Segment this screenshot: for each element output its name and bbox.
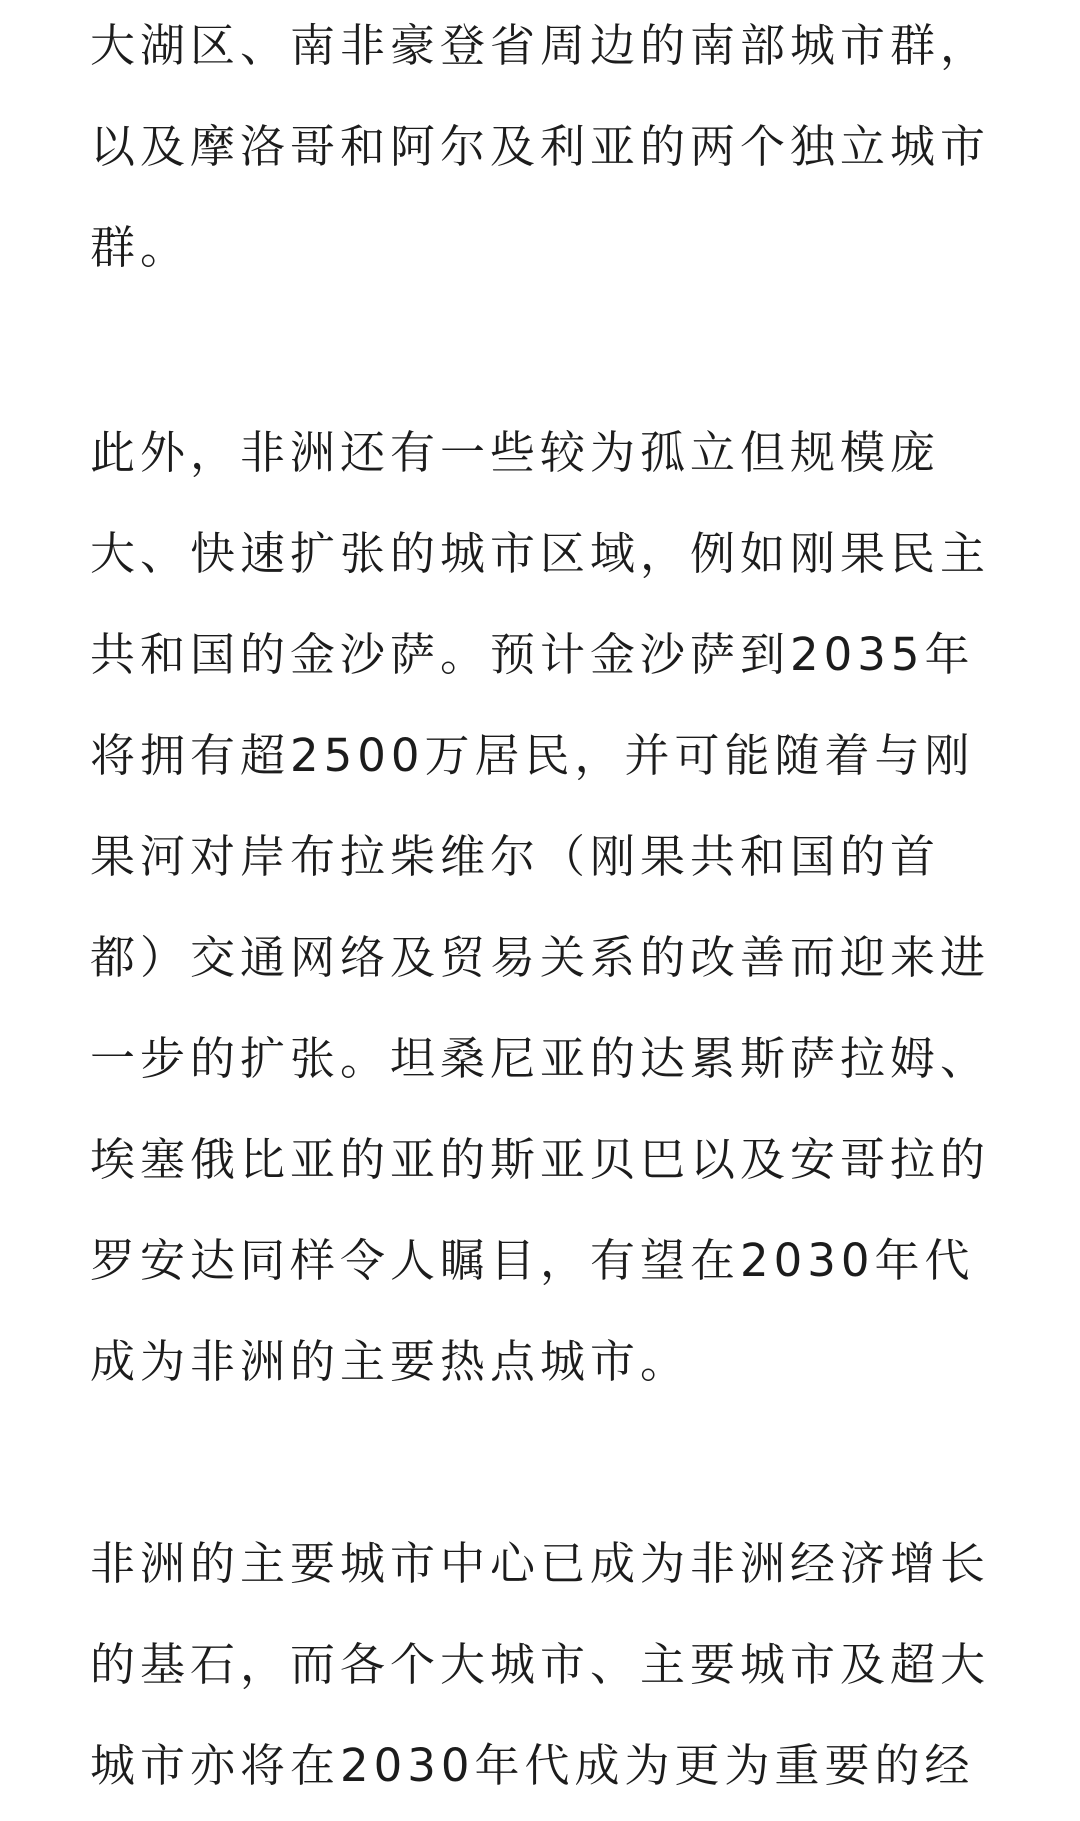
- text-line: 罗安达同样令人瞩目，有望在2030年代: [90, 1234, 975, 1287]
- text-line: 都）交通网络及贸易关系的改善而迎来进: [90, 931, 991, 984]
- text-line: 大湖区、南非豪登省周边的南部城市群，: [90, 19, 991, 72]
- text-line: 埃塞俄比亚的亚的斯亚贝巴以及安哥拉的: [90, 1133, 991, 1186]
- text-line: 群。: [90, 221, 191, 274]
- text-line: 以及摩洛哥和阿尔及利亚的两个独立城市: [90, 120, 991, 173]
- text-line: 将拥有超2500万居民，并可能随着与刚: [90, 729, 975, 782]
- text-line: 大、快速扩张的城市区域，例如刚果民主: [90, 527, 991, 580]
- text-line: 城市亦将在2030年代成为更为重要的经: [90, 1739, 975, 1792]
- text-line: 非洲的主要城市中心已成为非洲经济增长: [90, 1537, 991, 1590]
- paragraph-2: [90, 402, 990, 1412]
- text-line: 共和国的金沙萨。预计金沙萨到2035年: [90, 628, 975, 681]
- text-line: 成为非洲的主要热点城市。: [90, 1335, 691, 1388]
- paragraph-1: [90, 0, 990, 298]
- paragraph-3: [90, 1513, 990, 1816]
- text-line: 一步的扩张。坦桑尼亚的达累斯萨拉姆、: [90, 1032, 991, 1085]
- text-line: 的基石，而各个大城市、主要城市及超大: [90, 1638, 991, 1691]
- text-line: 果河对岸布拉柴维尔（刚果共和国的首: [90, 830, 941, 883]
- text-line: 此外，非洲还有一些较为孤立但规模庞: [90, 426, 941, 479]
